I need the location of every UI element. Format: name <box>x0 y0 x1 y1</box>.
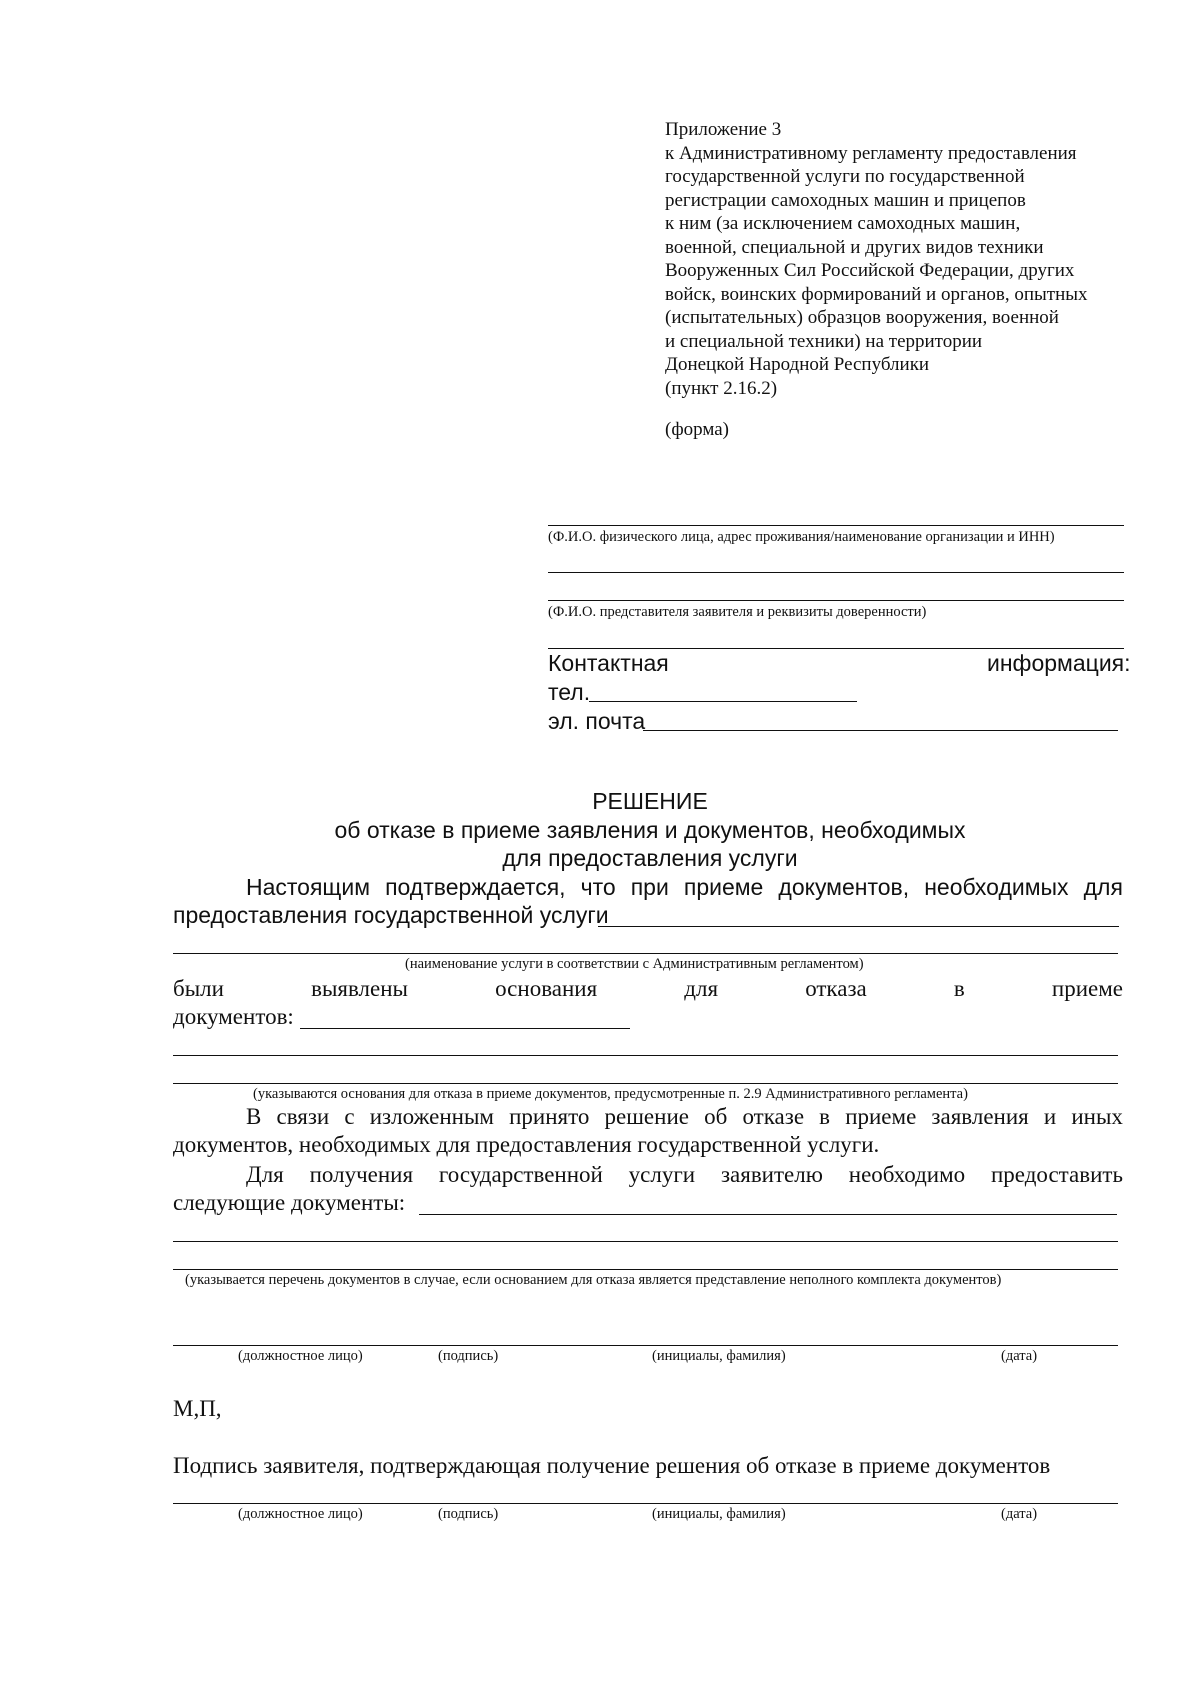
word: что <box>580 874 616 900</box>
representative-caption: (Ф.И.О. представителя заявителя и реквизиты доверенности) <box>548 604 927 620</box>
official-sign-caption: (подпись) <box>438 1348 499 1364</box>
applicant-position-caption: (должностное лицо) <box>238 1506 363 1522</box>
decision-subtitle-line-2: для предоставления услуги <box>502 845 798 871</box>
appendix-line: Приложение 3 <box>665 119 782 140</box>
paragraph-1-line-2: предоставления государственной услуги <box>173 902 609 928</box>
paragraph-4-line-2: следующие документы: <box>173 1190 406 1215</box>
appendix-line: государственной услуги по государственной <box>665 166 1025 187</box>
paragraph-2-line-2: документов: <box>173 1004 294 1029</box>
reasons-caption: (указываются основания для отказа в приеме документов, предусмотренные п. 2.9 Административного регламента) <box>253 1086 968 1102</box>
official-date-caption: (дата) <box>1001 1348 1038 1364</box>
applicant-name-caption: (Ф.И.О. физического лица, адрес проживания/наименование организации и ИНН) <box>548 529 1055 545</box>
paragraph-4-line-1 <box>246 1162 1123 1188</box>
appendix-line: войск, воинских формирований и органов, опытных <box>665 283 1088 305</box>
paragraph-1-line-1 <box>246 874 1123 901</box>
appendix-line: к ним (за исключением самоходных машин, <box>665 213 1021 234</box>
word: основания <box>495 976 598 1001</box>
documents-field-2[interactable] <box>173 1241 1118 1242</box>
documents-field[interactable] <box>419 1214 1117 1215</box>
word: приеме <box>683 874 764 900</box>
word: документов, <box>778 874 910 900</box>
stamp-label: М,П, <box>173 1396 222 1421</box>
appendix-line: (испытательных) образцов вооружения, военной <box>665 307 1059 328</box>
appendix-line: к Административному регламенту предоставления <box>665 142 1077 164</box>
applicant-signature-text: Подпись заявителя, подтверждающая получение решения об отказе в приеме документов <box>173 1453 1051 1478</box>
word: подтверждается, <box>385 874 566 900</box>
word: заявителю <box>720 1162 823 1187</box>
applicant-name-line[interactable] <box>548 525 1124 526</box>
word: приеме <box>1051 976 1123 1001</box>
contact-label-right: информация: <box>987 650 1131 676</box>
email-label: эл. почта <box>548 708 646 734</box>
appendix-line: регистрации самоходных машин и прицепов <box>665 189 1026 211</box>
word: отказа <box>805 976 867 1001</box>
reasons-field-3[interactable] <box>173 1083 1118 1084</box>
word: государственной <box>438 1162 603 1187</box>
official-initials-caption: (инициалы, фамилия) <box>652 1348 786 1364</box>
phone-field[interactable] <box>589 701 857 702</box>
representative-line-2[interactable] <box>548 648 1124 649</box>
form-label: (форма) <box>665 419 730 440</box>
official-signature-line[interactable] <box>173 1345 1118 1346</box>
representative-line[interactable] <box>548 600 1124 601</box>
word: для <box>684 976 719 1001</box>
paragraph-3-line-1 <box>246 1104 1123 1130</box>
word: предоставить <box>990 1162 1123 1187</box>
word: с <box>344 1104 355 1129</box>
word: услуги <box>628 1162 696 1187</box>
word: приеме <box>845 1104 917 1129</box>
word: заявления <box>931 1104 1029 1129</box>
word: Настоящим <box>246 874 371 900</box>
applicant-date-caption: (дата) <box>1001 1506 1038 1522</box>
word: для <box>1083 874 1123 900</box>
word: отказе <box>742 1104 805 1129</box>
paragraph-3-line-2: документов, необходимых для предоставления государственной услуги. <box>173 1132 880 1157</box>
appendix-line: военной, специальной и других видов техники <box>665 236 1044 258</box>
service-name-field-2[interactable] <box>173 953 1118 954</box>
word: Для <box>246 1162 284 1187</box>
decision-subtitle-line-1: об отказе в приеме заявления и документов, необходимых <box>334 817 966 843</box>
word: в <box>819 1104 831 1129</box>
word: изложенным <box>369 1104 494 1129</box>
word: и <box>1043 1104 1057 1129</box>
word: получения <box>309 1162 414 1187</box>
email-field[interactable] <box>643 730 1118 731</box>
applicant-initials-caption: (инициалы, фамилия) <box>652 1506 786 1522</box>
phone-label: тел. <box>548 679 591 705</box>
word: необходимых <box>924 874 1069 900</box>
service-caption: (наименование услуги в соответствии с Административным регламентом) <box>405 956 864 972</box>
appendix-line: Вооруженных Сил Российской Федерации, других <box>665 260 1075 281</box>
word: в <box>953 976 965 1001</box>
documents-field-3[interactable] <box>173 1269 1118 1270</box>
word: В <box>246 1104 262 1129</box>
word: связи <box>276 1104 330 1129</box>
official-position-caption: (должностное лицо) <box>238 1348 363 1364</box>
appendix-line: (пункт 2.16.2) <box>665 377 778 399</box>
paragraph-2-line-1 <box>173 976 1123 1002</box>
appendix-line: и специальной техники) на территории <box>665 330 983 352</box>
contact-label-left: Контактная <box>548 650 669 676</box>
applicant-sign-caption: (подпись) <box>438 1506 499 1522</box>
appendix-line: Донецкой Народной Республики <box>665 354 930 375</box>
word: иных <box>1071 1104 1123 1129</box>
word: были <box>173 976 224 1001</box>
word: необходимо <box>848 1162 966 1187</box>
word: решение <box>604 1104 689 1129</box>
service-name-field[interactable] <box>598 926 1119 927</box>
word: об <box>704 1104 728 1129</box>
appendix-header <box>665 118 1088 400</box>
word: при <box>630 874 669 900</box>
reasons-field-2[interactable] <box>173 1055 1118 1056</box>
word: выявлены <box>311 976 408 1001</box>
applicant-name-line-2[interactable] <box>548 572 1124 573</box>
documents-caption: (указывается перечень документов в случае, если основанием для отказа является представление неполного комплекта документов) <box>185 1272 1002 1288</box>
word: принято <box>509 1104 590 1129</box>
applicant-signature-line[interactable] <box>173 1503 1118 1504</box>
decision-title: РЕШЕНИЕ <box>592 788 708 814</box>
reasons-field[interactable] <box>300 1028 630 1029</box>
